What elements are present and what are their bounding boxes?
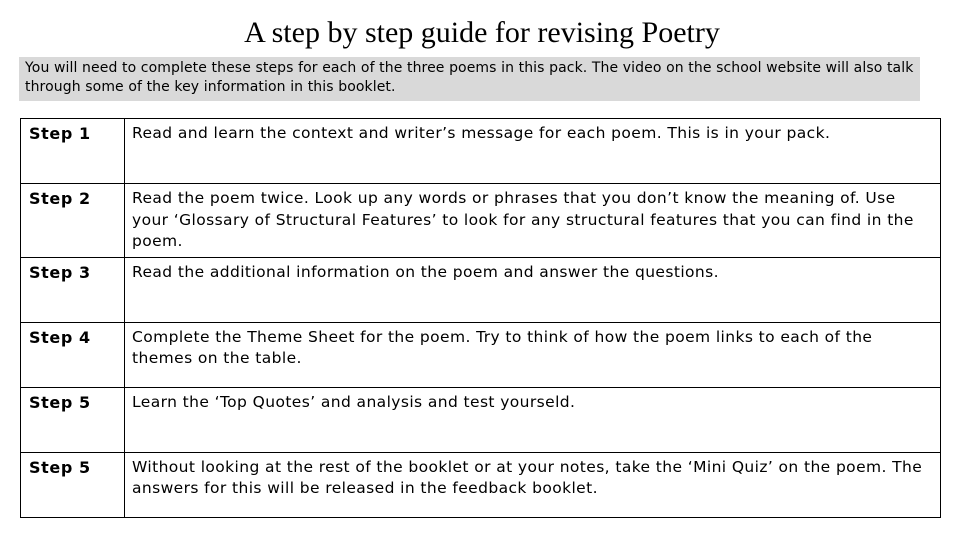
step-label: Step 1 bbox=[21, 119, 125, 184]
steps-table bbox=[20, 118, 941, 518]
table-row bbox=[21, 387, 941, 452]
step-label: Step 4 bbox=[21, 322, 125, 387]
table-row bbox=[21, 257, 941, 322]
table-row bbox=[21, 322, 941, 387]
step-label: Step 5 bbox=[21, 452, 125, 517]
step-label: Step 5 bbox=[21, 387, 125, 452]
step-description: Read the additional information on the poem and answer the questions. bbox=[125, 257, 941, 322]
table-row bbox=[21, 452, 941, 517]
step-description: Complete the Theme Sheet for the poem. Try to think of how the poem links to each of the themes on the table. bbox=[125, 322, 941, 387]
step-description: Learn the ‘Top Quotes’ and analysis and test yourseld. bbox=[125, 387, 941, 452]
step-description: Read the poem twice. Look up any words or phrases that you don’t know the meaning of. Use your ‘Glossary of Structural Features’ to look for any structural features that you can find in the poem. bbox=[125, 184, 941, 258]
step-label: Step 2 bbox=[21, 184, 125, 258]
table-row bbox=[21, 119, 941, 184]
step-label: Step 3 bbox=[21, 257, 125, 322]
page-title: A step by step guide for revising Poetry bbox=[244, 16, 720, 49]
step-description: Without looking at the rest of the booklet or at your notes, take the ‘Mini Quiz’ on the poem. The answers for this will be released in the feedback booklet. bbox=[125, 452, 941, 517]
intro-box: You will need to complete these steps for each of the three poems in this pack. The video on the school website will also talk through some of the key information in this booklet. bbox=[19, 57, 920, 101]
table-row bbox=[21, 184, 941, 258]
step-description: Read and learn the context and writer’s message for each poem. This is in your pack. bbox=[125, 119, 941, 184]
